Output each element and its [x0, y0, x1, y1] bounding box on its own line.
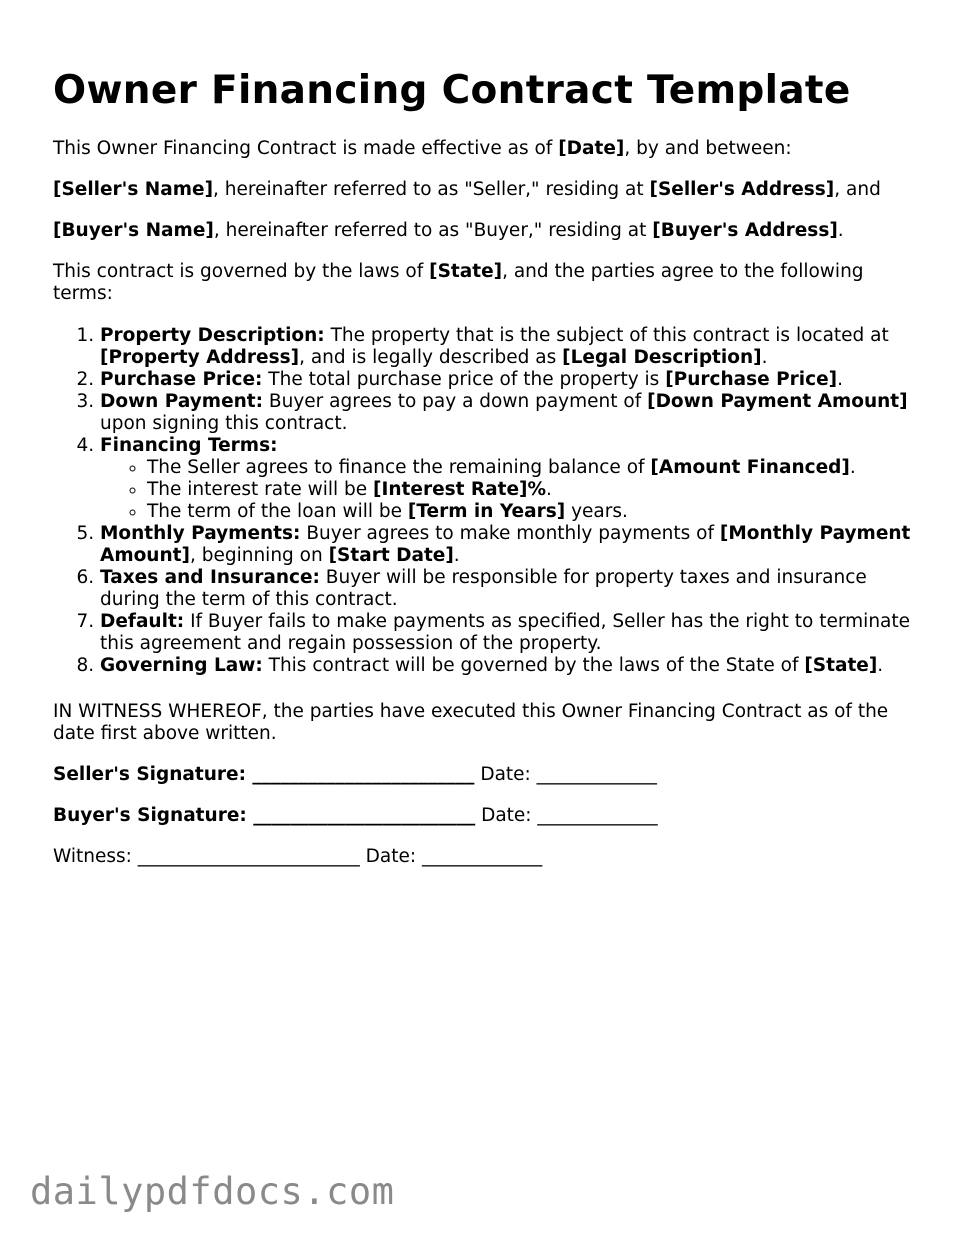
term-governing-law: [100, 655, 913, 677]
governed-text-end: , and the parties agree to the following terms:: [53, 261, 864, 304]
term-text: .: [877, 655, 884, 676]
term-text: The interest rate will be: [147, 479, 374, 500]
term-text: The Seller agrees to finance the remaining balance of: [147, 457, 651, 478]
buyer-name-placeholder: [Buyer's Name]: [53, 220, 214, 241]
term-text: The term of the loan will be: [147, 501, 408, 522]
governed-paragraph: [53, 261, 913, 305]
term-label: Taxes and Insurance:: [100, 567, 320, 588]
property-address-placeholder: [Property Address]: [100, 347, 300, 368]
down-payment-placeholder: [Down Payment Amount]: [647, 391, 908, 412]
term-text: .: [453, 545, 460, 566]
watermark: dailypdfdocs.com: [30, 1170, 395, 1213]
seller-date-field: Date: _____________: [474, 764, 657, 785]
term-text: .: [761, 347, 768, 368]
term-text: .: [849, 457, 856, 478]
financing-item-term: [147, 501, 913, 523]
seller-name-placeholder: [Seller's Name]: [53, 179, 214, 200]
intro-paragraph: [53, 138, 913, 160]
buyer-signature-label: Buyer's Signature: ________________________: [53, 805, 476, 826]
term-text: This contract will be governed by the laws of the State of: [262, 655, 805, 676]
seller-paragraph: [53, 179, 913, 201]
buyer-text: , hereinafter referred to as "Buyer," residing at: [213, 220, 653, 241]
term-label: Purchase Price:: [100, 369, 263, 390]
term-label: Default:: [100, 611, 185, 632]
term-text: The total purchase price of the property is: [262, 369, 666, 390]
document-title: Owner Financing Contract Template: [53, 68, 851, 113]
term-label: Property Description:: [100, 325, 325, 346]
term-label: Monthly Payments:: [100, 523, 301, 544]
financing-item-balance: [147, 457, 913, 479]
term-down-payment: [100, 391, 913, 435]
date-placeholder: [Date]: [558, 138, 625, 159]
term-text: .: [546, 479, 552, 500]
start-date-placeholder: [Start Date]: [328, 545, 454, 566]
monthly-payment-placeholder: [Monthly Payment Amount]: [100, 523, 911, 566]
purchase-price-placeholder: [Purchase Price]: [665, 369, 838, 390]
term-label: Financing Terms:: [100, 435, 278, 456]
interest-rate-placeholder: [Interest Rate]%: [373, 479, 547, 500]
term-text: years.: [565, 501, 628, 522]
term-text: The property that is the subject of this contract is located at: [324, 325, 889, 346]
term-text: Buyer agrees to make monthly payments of: [300, 523, 720, 544]
financing-item-interest: [147, 479, 913, 501]
seller-signature-line: [53, 764, 913, 786]
seller-signature-label: Seller's Signature: ________________________: [53, 764, 475, 785]
witness-clause: IN WITNESS WHEREOF, the parties have executed this Owner Financing Contract as of the date first above written.: [53, 701, 889, 744]
term-label: Down Payment:: [100, 391, 264, 412]
term-text: , and is legally described as: [299, 347, 563, 368]
buyer-paragraph: [53, 220, 913, 242]
intro-text-end: , by and between:: [624, 138, 792, 159]
term-text: Buyer will be responsible for property taxes and insurance during the term of this contract.: [100, 567, 867, 610]
term-financing-terms: [100, 435, 913, 523]
intro-text: This Owner Financing Contract is made effective as of: [53, 138, 559, 159]
amount-financed-placeholder: [Amount Financed]: [650, 457, 850, 478]
term-text: .: [837, 369, 843, 390]
buyer-date-field: Date: _____________: [475, 805, 658, 826]
buyer-signature-line: [53, 805, 913, 827]
state-placeholder: [State]: [429, 261, 503, 282]
term-default: [100, 611, 913, 655]
term-text: upon signing this contract.: [100, 413, 348, 434]
term-label: Governing Law:: [100, 655, 263, 676]
term-monthly-payments: [100, 523, 913, 567]
seller-text: , hereinafter referred to as "Seller," residing at: [213, 179, 650, 200]
term-text: , beginning on: [189, 545, 329, 566]
buyer-address-placeholder: [Buyer's Address]: [652, 220, 838, 241]
seller-text-end: , and: [834, 179, 881, 200]
term-years-placeholder: [Term in Years]: [407, 501, 566, 522]
legal-description-placeholder: [Legal Description]: [562, 347, 762, 368]
witness-signature-line: Witness: ________________________ Date: _____________: [53, 846, 543, 867]
term-text: Buyer agrees to pay a down payment of: [263, 391, 648, 412]
term-taxes-insurance: [100, 567, 913, 611]
term-text: If Buyer fails to make payments as specified, Seller has the right to terminate this agreement and regain possession of the property.: [100, 611, 911, 654]
financing-sublist: [100, 457, 913, 523]
seller-address-placeholder: [Seller's Address]: [649, 179, 835, 200]
governed-text: This contract is governed by the laws of: [53, 261, 430, 282]
terms-list: [53, 325, 913, 677]
term-purchase-price: [100, 369, 913, 391]
buyer-text-end: .: [837, 220, 844, 241]
term-property-description: [100, 325, 913, 369]
governing-state-placeholder: [State]: [804, 655, 878, 676]
